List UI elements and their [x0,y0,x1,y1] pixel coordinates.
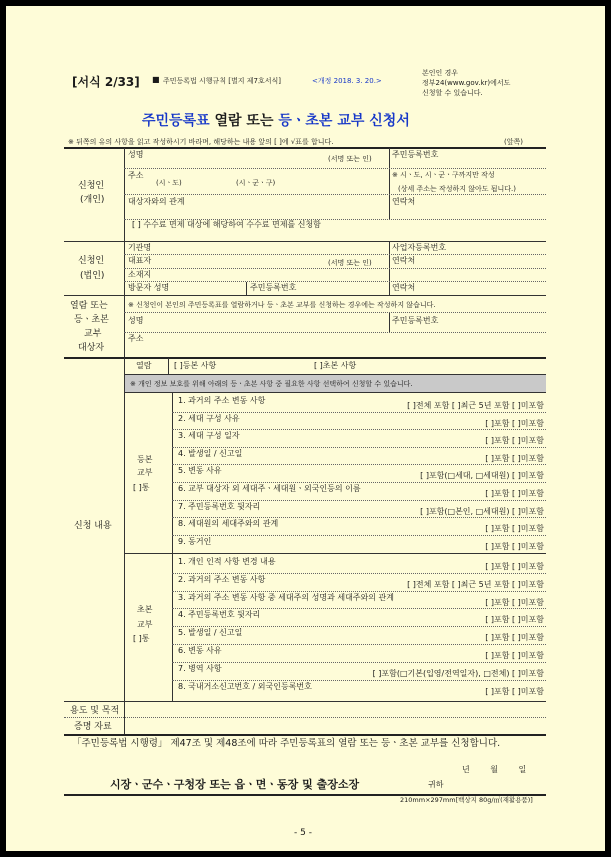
abstract-issue-label: 교부 [137,620,153,629]
abstract-item-options[interactable]: [ ]포함(□기본(입영/전역일자), □전체) [ ]미포함 [372,668,544,678]
individual-sublabel: (개인) [80,195,105,205]
address-field-label: 주소 [128,171,144,180]
abstract-item-label: 2. 과거의 주소 변동 사항 [178,574,266,584]
abstract-item-options[interactable]: [ ]포함 [ ]미포함 [485,633,544,643]
target-label1: 열람 또는 [70,301,108,311]
address-note1: ※ 시ㆍ도, 시ㆍ군ㆍ구까지만 작성 [392,171,495,179]
individual-label: 신청인 [78,181,105,191]
rep-field-label: 대표자 [128,256,152,265]
online-note-line2: 정부24(www.gov.kr)에서도 [422,79,511,87]
form-number: [서식 2/33] [72,75,140,89]
request-label: 신청 내용 [74,521,112,531]
privacy-note: ※ 개인 정보 보호를 위해 아래의 등ㆍ초본 사항 중 필요한 사항 선택하여 신청할 수 있습니다. [130,380,413,388]
rrn-field-label: 주민등록번호 [392,150,439,159]
view-label: 열람 [136,361,152,370]
paper-spec: 210mm×297mm[백상지 80g/㎡(재활용품)] [400,796,533,804]
online-note-line3: 신청할 수 있습니다. [422,89,483,97]
view-abstract-checkbox[interactable]: [ ]초본 사항 [314,361,357,370]
law-reference: 주민등록법 시행규칙 [별지 제7호서식] [163,77,282,85]
copy-item-label: 6. 교부 대상자 외 세대주ㆍ세대원ㆍ외국인등의 이름 [178,484,361,493]
copy-issue-label: 교부 [137,468,153,477]
copy-item-options[interactable]: [ ]포함(□본인, □세대원) [ ]미포함 [420,506,544,516]
copy-item-options[interactable]: [ ]포함(□세대, □세대원) [ ]미포함 [420,471,544,481]
copy-item-label: 8. 세대원의 세대주와의 관계 [178,519,279,529]
visitor-field-label: 방문자 성명 [128,283,170,292]
title-part4: 신청서 [369,113,410,129]
visitor-contact-label: 연락처 [392,283,416,292]
sigungu-label: (시ㆍ군ㆍ구) [236,179,276,187]
relation-field-label: 대상자와의 관계 [128,197,185,206]
copy-item-options[interactable]: [ ]포함 [ ]미포함 [485,541,544,551]
org-field-label: 기관명 [128,243,152,252]
date-line: 년 월 일 [462,765,527,774]
copy-item-options[interactable]: [ ]포함 [ ]미포함 [485,453,544,463]
copy-count-field[interactable]: [ ]통 [133,483,150,492]
target-rrn-label: 주민등록번호 [392,316,439,325]
location-field-label: 소재지 [128,270,152,279]
copy-item-label: 1. 과거의 주소 변동 사항 [178,396,266,405]
abstract-item-label: 3. 과거의 주소 변동 사항 중 세대주의 성명과 세대주와의 관계 [178,592,394,602]
signature-note: (서명 또는 인) [328,155,372,163]
form-page [6,6,605,851]
bizno-field-label: 사업자등록번호 [392,243,447,252]
target-name-label: 성명 [128,316,144,325]
copy-item-label: 4. 발생일 / 신고일 [178,448,243,458]
title-part3: 등ㆍ초본 교부 [278,113,365,129]
recipient-suffix: 귀하 [428,780,444,789]
abstract-item-label: 1. 개인 인적 사항 변경 내용 [178,557,276,566]
view-copy-checkbox[interactable]: [ ]등본 사항 [174,361,217,370]
copy-item-label: 9. 동거인 [178,536,212,546]
target-note: ※ 신청인이 본인의 주민등록표를 열람하거나 등ㆍ초본 교부를 신청하는 경우에는 작성하지 않습니다. [128,301,436,309]
abstract-item-options[interactable]: [ ]포함 [ ]미포함 [485,686,544,696]
target-label4: 대상자 [78,343,105,353]
abstract-item-options[interactable]: [ ]포함 [ ]미포함 [485,562,544,571]
target-address-label: 주소 [128,334,144,343]
abstract-label: 초본 [137,605,153,614]
abstract-item-options[interactable]: [ ]포함 [ ]미포함 [485,651,544,660]
bullet-icon: ■ [152,75,160,84]
abstract-item-options[interactable]: [ ]포함 [ ]미포함 [485,597,544,607]
fee-exempt-checkbox[interactable]: [ ] 수수료 면제 대상에 해당하여 수수료 면제를 신청함 [132,220,321,229]
title-part1: 주민등록표 [142,113,210,129]
copy-item-label: 7. 주민등록번호 뒷자리 [178,501,261,511]
abstract-item-label: 5. 발생일 / 신고일 [178,628,243,638]
copy-item-label: 3. 세대 구성 일자 [178,431,240,441]
name-field-label: 성명 [128,150,144,159]
purpose-label: 용도 및 목적 [70,706,120,716]
visitor-rrn-label: 주민등록번호 [250,283,297,292]
corp-sublabel: (법인) [80,271,105,281]
copy-item-label: 2. 세대 구성 사유 [178,413,240,423]
abstract-item-options[interactable]: [ ]포함 [ ]미포함 [485,615,544,625]
online-note-line1: 본인인 경우 [422,69,459,77]
copy-item-options[interactable]: [ ]전체 포함 [ ]최근 5년 포함 [ ]미포함 [407,401,544,410]
copy-item-options[interactable]: [ ]포함 [ ]미포함 [485,489,544,498]
abstract-item-label: 6. 변동 사유 [178,646,222,655]
abstract-item-label: 8. 국내거소신고번호 / 외국인등록번호 [178,681,312,691]
copy-item-options[interactable]: [ ]포함 [ ]미포함 [485,418,544,428]
target-label2: 등ㆍ초본 [74,315,109,325]
address-note2: (상세 주소는 작성하지 않아도 됩니다.) [398,185,517,193]
instruction-text: ※ 뒤쪽의 유의 사항을 읽고 작성하시기 바라며, 해당하는 내용 앞의 [ ]에 √표를 합니다. [68,138,334,146]
corp-contact-label: 연락처 [392,256,416,265]
corp-label: 신청인 [78,256,105,266]
page-side: (앞쪽) [504,138,523,146]
revision-date: <개정 2018. 3. 20.> [312,77,382,85]
abstract-item-label: 4. 주민등록번호 뒷자리 [178,610,261,620]
declaration-text: 「주민등록법 시행령」 제47조 및 제48조에 따라 주민등록표의 열람 또는 등ㆍ초본 교부를 신청합니다. [72,738,501,749]
corp-signature-note: (서명 또는 인) [328,259,372,267]
copy-item-options[interactable]: [ ]포함 [ ]미포함 [485,524,544,534]
proof-label: 증명 자료 [74,722,112,732]
contact-field-label: 연락처 [392,197,416,206]
copy-label: 등본 [137,455,153,464]
abstract-count-field[interactable]: [ ]통 [133,634,150,643]
copy-item-label: 5. 변동 사유 [178,466,222,476]
copy-item-options[interactable]: [ ]포함 [ ]미포함 [485,436,544,446]
sido-label: (시ㆍ도) [156,179,182,187]
page-number: - 5 - [294,828,312,838]
page-title [142,110,410,130]
abstract-item-options[interactable]: [ ]전체 포함 [ ]최근 5년 포함 [ ]미포함 [407,579,544,589]
title-part2: 열람 또는 [214,113,274,129]
recipient: 시장ㆍ군수ㆍ구청장 또는 읍ㆍ면ㆍ동장 및 출장소장 [110,778,360,791]
target-label3: 교부 [84,329,102,339]
abstract-item-label: 7. 병역 사항 [178,663,222,673]
